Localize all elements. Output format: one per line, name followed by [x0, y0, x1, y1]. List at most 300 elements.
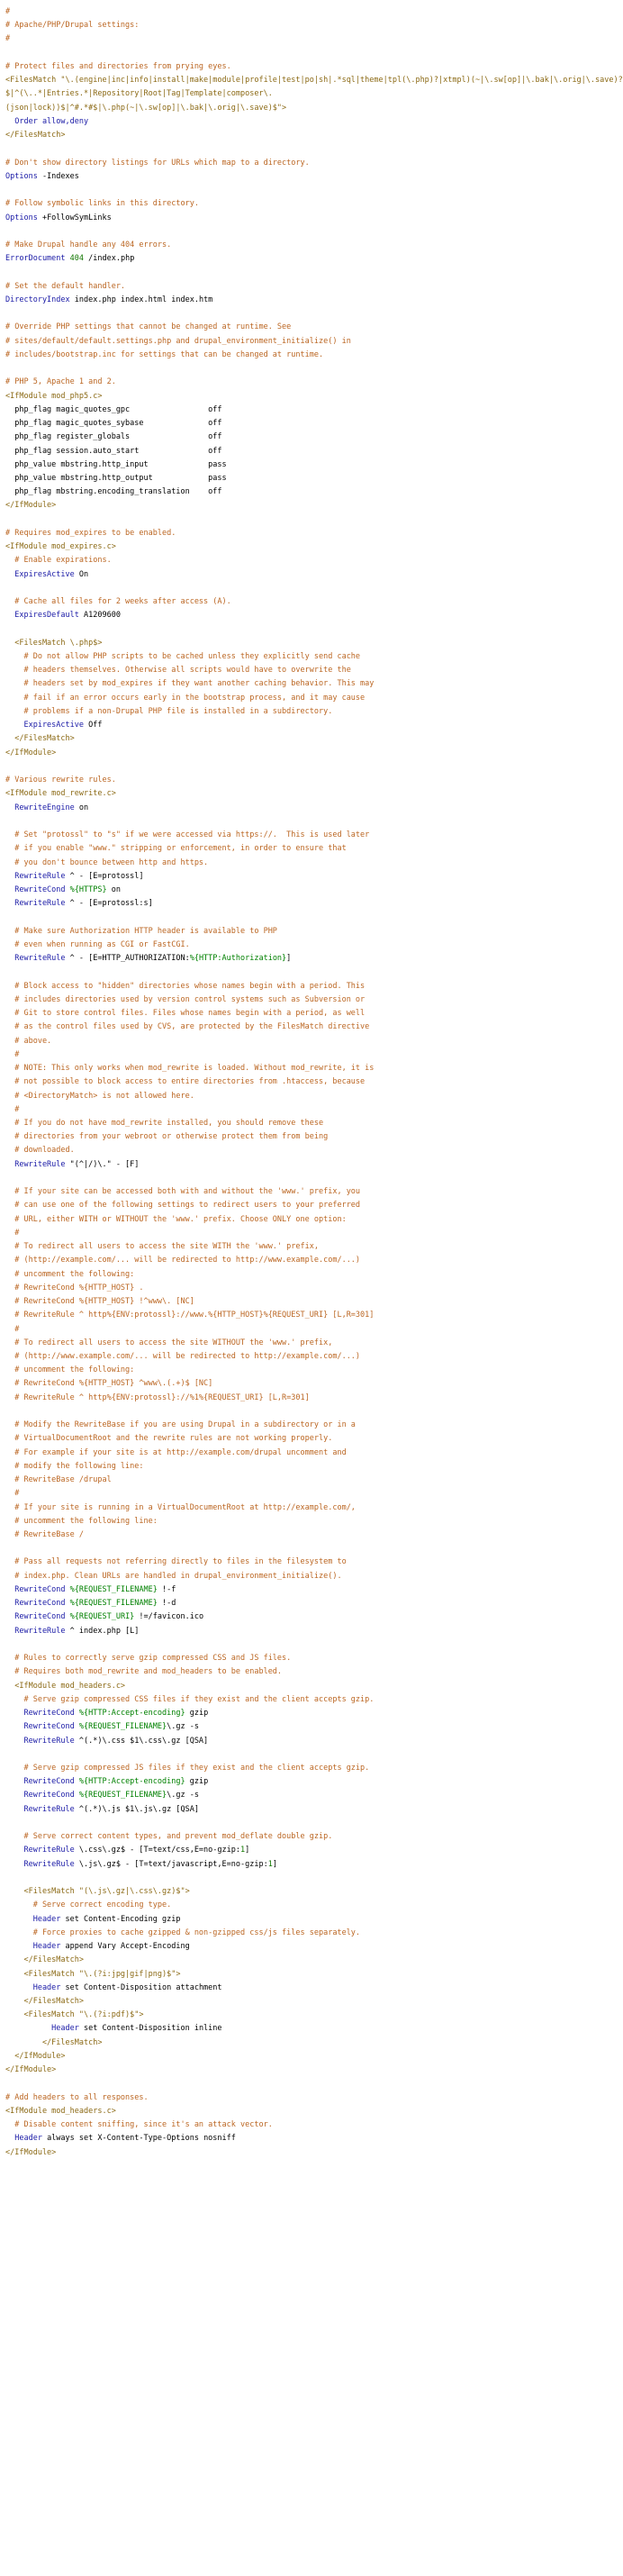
code-line — [5, 1803, 540, 1817]
code-line — [5, 1158, 540, 1172]
code-line — [5, 1844, 540, 1857]
code-token: /index.php — [84, 254, 135, 264]
code-line — [5, 705, 540, 719]
code-token: 404 — [69, 254, 85, 264]
code-line — [5, 32, 540, 46]
code-line — [5, 1913, 540, 1927]
code-line — [5, 102, 540, 115]
code-token: # RewriteRule ^ http%{ENV:protossl}://www.%{HTTP_HOST}%{REQUEST_URI} [L,R=301] — [5, 1311, 375, 1320]
code-token: <IfModule mod_expires.c> — [5, 542, 116, 552]
code-token: # <DirectoryMatch> is not allowed here. — [5, 1091, 194, 1101]
code-token: # Set the default handler. — [5, 281, 126, 291]
code-line — [5, 1665, 540, 1679]
code-line — [5, 1927, 540, 1940]
code-token: <FilesMatch "\.(engine|inc|info|install|make|module|profile|test|po|sh|.*sql|theme|tpl(\.php)?|xtmpl)(~|\.sw[op]|\.bak|\.orig|\.save)? — [5, 76, 623, 86]
code-token: %{REQUEST_URI} — [69, 1612, 135, 1622]
code-token: # Requires both mod_rewrite and mod_headers to be enabled. — [5, 1667, 283, 1677]
code-line — [5, 1323, 540, 1337]
code-line — [5, 966, 540, 979]
code-token: # headers set by mod_expires if they want another caching behavior. This may — [5, 679, 375, 689]
code-token: </FilesMatch> — [5, 131, 66, 141]
code-line — [5, 1364, 540, 1377]
code-token: php_value mbstring.http_output pass — [5, 473, 227, 483]
code-token: # above. — [5, 1036, 52, 1046]
code-token: # Requires mod_expires to be enabled. — [5, 528, 176, 538]
code-line — [5, 842, 540, 856]
code-token: # To redirect all users to access the site WITH the 'www.' prefix, — [5, 1242, 319, 1252]
code-line — [5, 774, 540, 787]
code-line — [5, 1405, 540, 1419]
code-token: on — [106, 885, 121, 894]
code-line — [5, 897, 540, 911]
code-line — [5, 1570, 540, 1583]
code-token: ^ - [E=HTTP_AUTHORIZATION: — [65, 954, 190, 964]
code-line — [5, 884, 540, 897]
code-token: # even when running as CGI or FastCGI. — [5, 939, 190, 949]
code-token: # index.php. Clean URLs are handled in drupal_environment_initialize(). — [5, 1571, 342, 1581]
code-line — [5, 527, 540, 540]
code-token: Options — [5, 213, 38, 222]
code-token: # directories from your webroot or otherwise protect them from being — [5, 1132, 329, 1142]
code-line — [5, 939, 540, 952]
code-token: RewriteRule — [5, 1804, 75, 1814]
code-line — [5, 1337, 540, 1350]
code-line — [5, 1680, 540, 1693]
code-line — [5, 362, 540, 376]
code-token: php_flag session.auto_start off — [5, 446, 222, 456]
code-token: # Rules to correctly serve gzip compressed CSS and JS files. — [5, 1654, 292, 1664]
code-line — [5, 1789, 540, 1802]
code-token: # uncomment the following line: — [5, 1516, 158, 1526]
code-token: (json|lock))$|^#.*#$|\.php(~|\.sw[op]|\.bak|\.orig|\.save)$"> — [5, 103, 287, 113]
code-line — [5, 692, 540, 705]
code-token: # if you enable "www." stripping or enforcement, in order to ensure that — [5, 844, 347, 854]
code-token: # Modify the RewriteBase if you are using Drupal in a subdirectory or in a — [5, 1420, 356, 1430]
code-token: # Force proxies to cache gzipped & non-gzipped css/js files separately. — [5, 1927, 361, 1937]
code-line — [5, 445, 540, 458]
code-token: # Serve gzip compressed CSS files if they exist and the client accepts gzip. — [5, 1694, 375, 1704]
code-token: RewriteRule — [5, 1846, 75, 1855]
code-token: ^ index.php [L] — [65, 1626, 140, 1636]
code-line — [5, 609, 540, 622]
code-token: RewriteCond — [5, 1584, 66, 1594]
code-line — [5, 1528, 540, 1542]
code-line — [5, 1693, 540, 1707]
code-token: ExpiresDefault — [5, 611, 79, 621]
code-token: ErrorDocument — [5, 254, 66, 264]
code-line — [5, 1432, 540, 1446]
code-token: %{HTTPS} — [69, 885, 107, 894]
code-line — [5, 417, 540, 431]
code-token: %{REQUEST_FILENAME} — [69, 1584, 158, 1594]
code-token: # RewriteBase /drupal — [5, 1475, 112, 1485]
code-line — [5, 1419, 540, 1432]
code-token: # you don't bounce between http and https. — [5, 857, 209, 867]
code-token: RewriteRule — [5, 1626, 66, 1636]
code-line — [5, 115, 540, 129]
code-token: </IfModule> — [5, 748, 57, 757]
code-line — [5, 1638, 540, 1652]
code-line — [5, 540, 540, 554]
code-line — [5, 47, 540, 60]
code-token: %{HTTP:Authorization} — [189, 954, 287, 964]
code-token: </IfModule> — [5, 2051, 66, 2061]
code-line — [5, 829, 540, 842]
code-line — [5, 1995, 540, 2009]
code-token: # Do not allow PHP scripts to be cached unless they explicitly send cache — [5, 652, 361, 662]
code-line — [5, 747, 540, 760]
code-token: # can use one of the following settings to redirect users to your preferred — [5, 1201, 361, 1211]
code-token: # as the control files used by CVS, are protected by the FilesMatch directive — [5, 1022, 370, 1032]
code-line — [5, 870, 540, 884]
code-token: RewriteCond — [5, 1791, 75, 1800]
code-token: # For example if your site is at http://example.com/drupal uncomment and — [5, 1447, 347, 1457]
code-line — [5, 582, 540, 595]
code-line — [5, 1872, 540, 1885]
code-token: # If you do not have mod_rewrite installed, you should remove these — [5, 1118, 324, 1128]
code-token: # problems if a non-Drupal PHP file is installed in a subdirectory. — [5, 706, 333, 716]
code-token: php_flag register_globals off — [5, 432, 222, 442]
code-line — [5, 266, 540, 279]
code-token: !-f — [157, 1584, 176, 1594]
code-line — [5, 404, 540, 417]
code-line — [5, 1268, 540, 1282]
code-token: # Make sure Authorization HTTP header is available to PHP — [5, 926, 277, 936]
code-line — [5, 554, 540, 567]
code-line — [5, 787, 540, 801]
code-line — [5, 1295, 540, 1309]
code-token: ^(.*)\.css $1\.css\.gz [QSA] — [74, 1736, 209, 1746]
code-token: # RewriteRule ^ http%{ENV:protossl}://%1%{REQUEST_URI} [L,R=301] — [5, 1392, 310, 1402]
code-line — [5, 664, 540, 677]
code-token: RewriteCond — [5, 885, 66, 894]
code-line — [5, 2077, 540, 2091]
code-line — [5, 1254, 540, 1267]
code-token: <FilesMatch \.php$> — [5, 638, 103, 648]
code-line — [5, 1597, 540, 1610]
code-token: <FilesMatch "(\.js\.gz|\.css\.gz)$"> — [5, 1887, 190, 1897]
code-token: DirectoryIndex — [5, 295, 70, 304]
code-line — [5, 1556, 540, 1569]
code-token: # Set "protossl" to "s" if we were accessed via https://. This is used later — [5, 830, 370, 840]
code-token: gzip — [185, 1777, 209, 1787]
code-line — [5, 1583, 540, 1597]
code-line — [5, 1090, 540, 1103]
code-token: # Protect files and directories from prying eyes. — [5, 61, 231, 71]
code-line — [5, 568, 540, 582]
code-token: # — [5, 7, 11, 16]
code-line — [5, 1775, 540, 1789]
code-token: # RewriteCond %{HTTP_HOST} !^www\. [NC] — [5, 1297, 194, 1307]
code-token: \.css\.gz$ - [T=text/css,E=no-gzip: — [74, 1846, 240, 1855]
code-token: %{REQUEST_FILENAME} — [78, 1791, 167, 1800]
code-line — [5, 1940, 540, 1954]
code-token: # fail if an error occurs early in the bootstrap process, and it may cause — [5, 693, 366, 703]
code-line — [5, 2022, 540, 2036]
code-line — [5, 1748, 540, 1762]
code-token: </FilesMatch> — [5, 734, 75, 744]
code-line — [5, 1130, 540, 1144]
code-token: Header — [5, 1982, 61, 1992]
code-token: 1 — [267, 1859, 273, 1869]
code-line — [5, 2118, 540, 2132]
code-token: # sites/default/default.settings.php and drupal_environment_initialize() in — [5, 336, 351, 346]
code-line — [5, 1447, 540, 1460]
code-line — [5, 5, 540, 19]
code-token: RewriteCond — [5, 1709, 75, 1719]
code-token: # RewriteCond %{HTTP_HOST} ^www\.(.+)$ [NC] — [5, 1379, 213, 1389]
code-token: # — [5, 34, 11, 44]
code-line — [5, 239, 540, 252]
code-line — [5, 952, 540, 966]
code-line — [5, 857, 540, 870]
code-line — [5, 2146, 540, 2160]
code-token: ExpiresActive — [5, 569, 75, 579]
code-token: # Disable content sniffing, since it's an attack vector. — [5, 2120, 273, 2130]
code-line — [5, 1213, 540, 1227]
code-line — [5, 637, 540, 650]
code-line — [5, 1735, 540, 1748]
code-token: ] — [245, 1846, 250, 1855]
code-token: <FilesMatch "\.(?i:jpg|gif|png)$"> — [5, 1969, 181, 1979]
code-token: # NOTE: This only works when mod_rewrite is loaded. Without mod_rewrite, it is — [5, 1064, 375, 1074]
code-line — [5, 993, 540, 1007]
code-token: # — [5, 1489, 20, 1499]
code-token: set Content-Disposition attachment — [60, 1982, 222, 1992]
code-line — [5, 87, 540, 101]
code-token: gzip — [185, 1709, 209, 1719]
code-token: RewriteRule — [5, 1736, 75, 1746]
code-token: %{HTTP:Accept-encoding} — [78, 1709, 185, 1719]
code-token: Header — [5, 1914, 61, 1924]
code-line — [5, 1185, 540, 1199]
code-line — [5, 376, 540, 389]
code-token: RewriteCond — [5, 1599, 66, 1609]
code-token: RewriteRule — [5, 899, 66, 909]
code-line — [5, 1610, 540, 1624]
code-token: always set X-Content-Type-Options nosniff — [41, 2134, 236, 2144]
code-line — [5, 390, 540, 404]
code-token: # RewriteCond %{HTTP_HOST} . — [5, 1283, 144, 1293]
code-token: # — [5, 1324, 20, 1334]
code-token: # Serve gzip compressed JS files if they exist and the client accepts gzip. — [5, 1764, 370, 1773]
code-token: </IfModule> — [5, 2065, 57, 2075]
code-line — [5, 1048, 540, 1062]
code-line — [5, 1282, 540, 1295]
code-line — [5, 60, 540, 74]
code-line — [5, 335, 540, 349]
code-token: <IfModule mod_php5.c> — [5, 391, 103, 401]
code-token: RewriteRule — [5, 1159, 66, 1169]
code-line — [5, 1062, 540, 1075]
code-line — [5, 225, 540, 239]
code-token: RewriteRule — [5, 871, 66, 881]
code-token: RewriteRule — [5, 1859, 75, 1869]
code-line — [5, 1474, 540, 1487]
code-token: # Git to store control files. Files whose names begin with a period, as well — [5, 1009, 366, 1019]
code-token: # Override PHP settings that cannot be changed at runtime. See — [5, 322, 292, 332]
code-line — [5, 1377, 540, 1391]
code-token: %{REQUEST_FILENAME} — [78, 1722, 167, 1732]
code-line — [5, 677, 540, 691]
code-line — [5, 1392, 540, 1405]
code-line — [5, 1350, 540, 1364]
code-line — [5, 1007, 540, 1020]
code-line — [5, 280, 540, 294]
code-line — [5, 760, 540, 774]
code-token: !=/favicon.ico — [134, 1612, 204, 1622]
code-token: </IfModule> — [5, 2147, 57, 2157]
code-token: # modify the following line: — [5, 1461, 144, 1471]
code-token: <IfModule mod_headers.c> — [5, 1681, 126, 1691]
code-token: </FilesMatch> — [5, 1996, 84, 2006]
code-line — [5, 19, 540, 32]
code-token: # — [5, 1104, 20, 1114]
code-line — [5, 1515, 540, 1528]
code-token: # includes/bootstrap.inc for settings that can be changed at runtime. — [5, 349, 324, 359]
code-token: # Serve correct content types, and prevent mod_deflate double gzip. — [5, 1832, 333, 1842]
code-token: ExpiresActive — [5, 721, 84, 730]
code-token: set Content-Disposition inline — [78, 2024, 222, 2034]
code-line — [5, 294, 540, 307]
code-token: -Indexes — [37, 171, 79, 181]
code-line — [5, 2132, 540, 2145]
code-line — [5, 911, 540, 924]
code-token: # headers themselves. Otherwise all scripts would have to overwrite the — [5, 666, 351, 676]
code-token: $|^(\..*|Entries.*|Repository|Root|Tag|Template|composer\. — [5, 89, 273, 99]
code-line — [5, 1707, 540, 1720]
code-line — [5, 307, 540, 321]
code-line — [5, 719, 540, 732]
code-token: Header — [5, 2024, 79, 2034]
code-line — [5, 1103, 540, 1117]
code-line — [5, 1652, 540, 1665]
code-line — [5, 595, 540, 609]
code-token: # Block access to "hidden" directories whose names begin with a period. This — [5, 981, 366, 991]
code-token: # Pass all requests not referring directly to files in the filesystem to — [5, 1557, 347, 1567]
code-token: # Don't show directory listings for URLs which map to a directory. — [5, 158, 310, 168]
code-line — [5, 1172, 540, 1185]
code-line — [5, 1817, 540, 1830]
code-line — [5, 2105, 540, 2118]
code-token: RewriteCond — [5, 1612, 66, 1622]
code-token: # — [5, 1228, 20, 1238]
code-line — [5, 2091, 540, 2105]
code-line — [5, 458, 540, 472]
code-line — [5, 1830, 540, 1844]
code-token: %{HTTP:Accept-encoding} — [78, 1777, 185, 1787]
code-line — [5, 1501, 540, 1515]
code-token: ] — [286, 954, 292, 964]
code-line — [5, 513, 540, 527]
code-line — [5, 197, 540, 211]
code-token: "(^|/)\." - [F] — [65, 1159, 140, 1169]
code-line — [5, 472, 540, 485]
code-line — [5, 1487, 540, 1501]
code-token: # Add headers to all responses. — [5, 2092, 149, 2102]
code-token: on — [74, 803, 89, 812]
code-line — [5, 1542, 540, 1556]
code-token: # Cache all files for 2 weeks after access (A). — [5, 597, 231, 607]
code-line — [5, 321, 540, 334]
code-token: php_flag magic_quotes_sybase off — [5, 419, 222, 429]
code-token: </IfModule> — [5, 501, 57, 511]
code-token: <FilesMatch "\.(?i:pdf)$"> — [5, 2010, 144, 2020]
code-token: php_flag magic_quotes_gpc off — [5, 404, 222, 414]
code-line — [5, 1982, 540, 1995]
code-token: php_flag mbstring.encoding_translation off — [5, 487, 222, 497]
code-line — [5, 157, 540, 170]
code-token: # If your site can be accessed both with and without the 'www.' prefix, you — [5, 1187, 361, 1197]
code-token: # Apache/PHP/Drupal settings: — [5, 21, 140, 31]
code-token: A1209600 — [78, 611, 121, 621]
code-line — [5, 1460, 540, 1474]
code-line — [5, 1227, 540, 1240]
code-line — [5, 1762, 540, 1775]
code-line — [5, 1240, 540, 1254]
code-token: RewriteCond — [5, 1722, 75, 1732]
code-token: # uncomment the following: — [5, 1269, 135, 1279]
code-line — [5, 1858, 540, 1872]
code-line — [5, 170, 540, 184]
code-line — [5, 732, 540, 746]
code-token: # downloaded. — [5, 1146, 75, 1156]
code-line — [5, 1075, 540, 1089]
code-line — [5, 499, 540, 512]
code-line — [5, 2050, 540, 2064]
code-line — [5, 2036, 540, 2050]
code-token: <IfModule mod_headers.c> — [5, 2106, 116, 2116]
code-line — [5, 1020, 540, 1034]
code-line — [5, 802, 540, 815]
code-token: # (http://example.com/... will be redirected to http://www.example.com/...) — [5, 1256, 361, 1265]
code-line — [5, 980, 540, 993]
code-token: # Make Drupal handle any 404 errors. — [5, 240, 172, 249]
code-token: ^ - [E=protossl:s] — [65, 899, 153, 909]
code-token: # — [5, 1049, 20, 1059]
code-token: RewriteRule — [5, 954, 66, 964]
code-token: Header — [5, 1942, 61, 1952]
code-token: php_value mbstring.http_input pass — [5, 459, 227, 469]
code-line — [5, 1144, 540, 1157]
code-token: # PHP 5, Apache 1 and 2. — [5, 377, 116, 387]
code-token: set Content-Encoding gzip — [60, 1914, 181, 1924]
code-line — [5, 252, 540, 266]
code-token: ^(.*)\.js $1\.js\.gz [QSA] — [74, 1804, 199, 1814]
code-token: %{REQUEST_FILENAME} — [69, 1599, 158, 1609]
code-line — [5, 1035, 540, 1048]
code-line — [5, 212, 540, 225]
code-token: # RewriteBase / — [5, 1530, 84, 1540]
code-line — [5, 129, 540, 142]
code-line — [5, 349, 540, 362]
code-token: ] — [272, 1859, 277, 1869]
code-line — [5, 925, 540, 939]
code-token: # not possible to block access to entire directories from .htaccess, because — [5, 1077, 366, 1087]
code-token: # Follow symbolic links in this directory. — [5, 199, 199, 209]
code-token: ^ - [E=protossl] — [65, 871, 144, 881]
code-token: # If your site is running in a VirtualDocumentRoot at http://example.com/, — [5, 1502, 356, 1512]
code-token: <IfModule mod_rewrite.c> — [5, 789, 116, 799]
code-token: # To redirect all users to access the site WITHOUT the 'www.' prefix, — [5, 1338, 333, 1347]
code-line — [5, 142, 540, 156]
code-token: \.gz -s — [167, 1722, 199, 1732]
code-line — [5, 1309, 540, 1322]
code-token: # Various rewrite rules. — [5, 776, 116, 785]
code-line — [5, 74, 623, 87]
code-token: Options — [5, 171, 38, 181]
code-token: RewriteCond — [5, 1777, 75, 1787]
